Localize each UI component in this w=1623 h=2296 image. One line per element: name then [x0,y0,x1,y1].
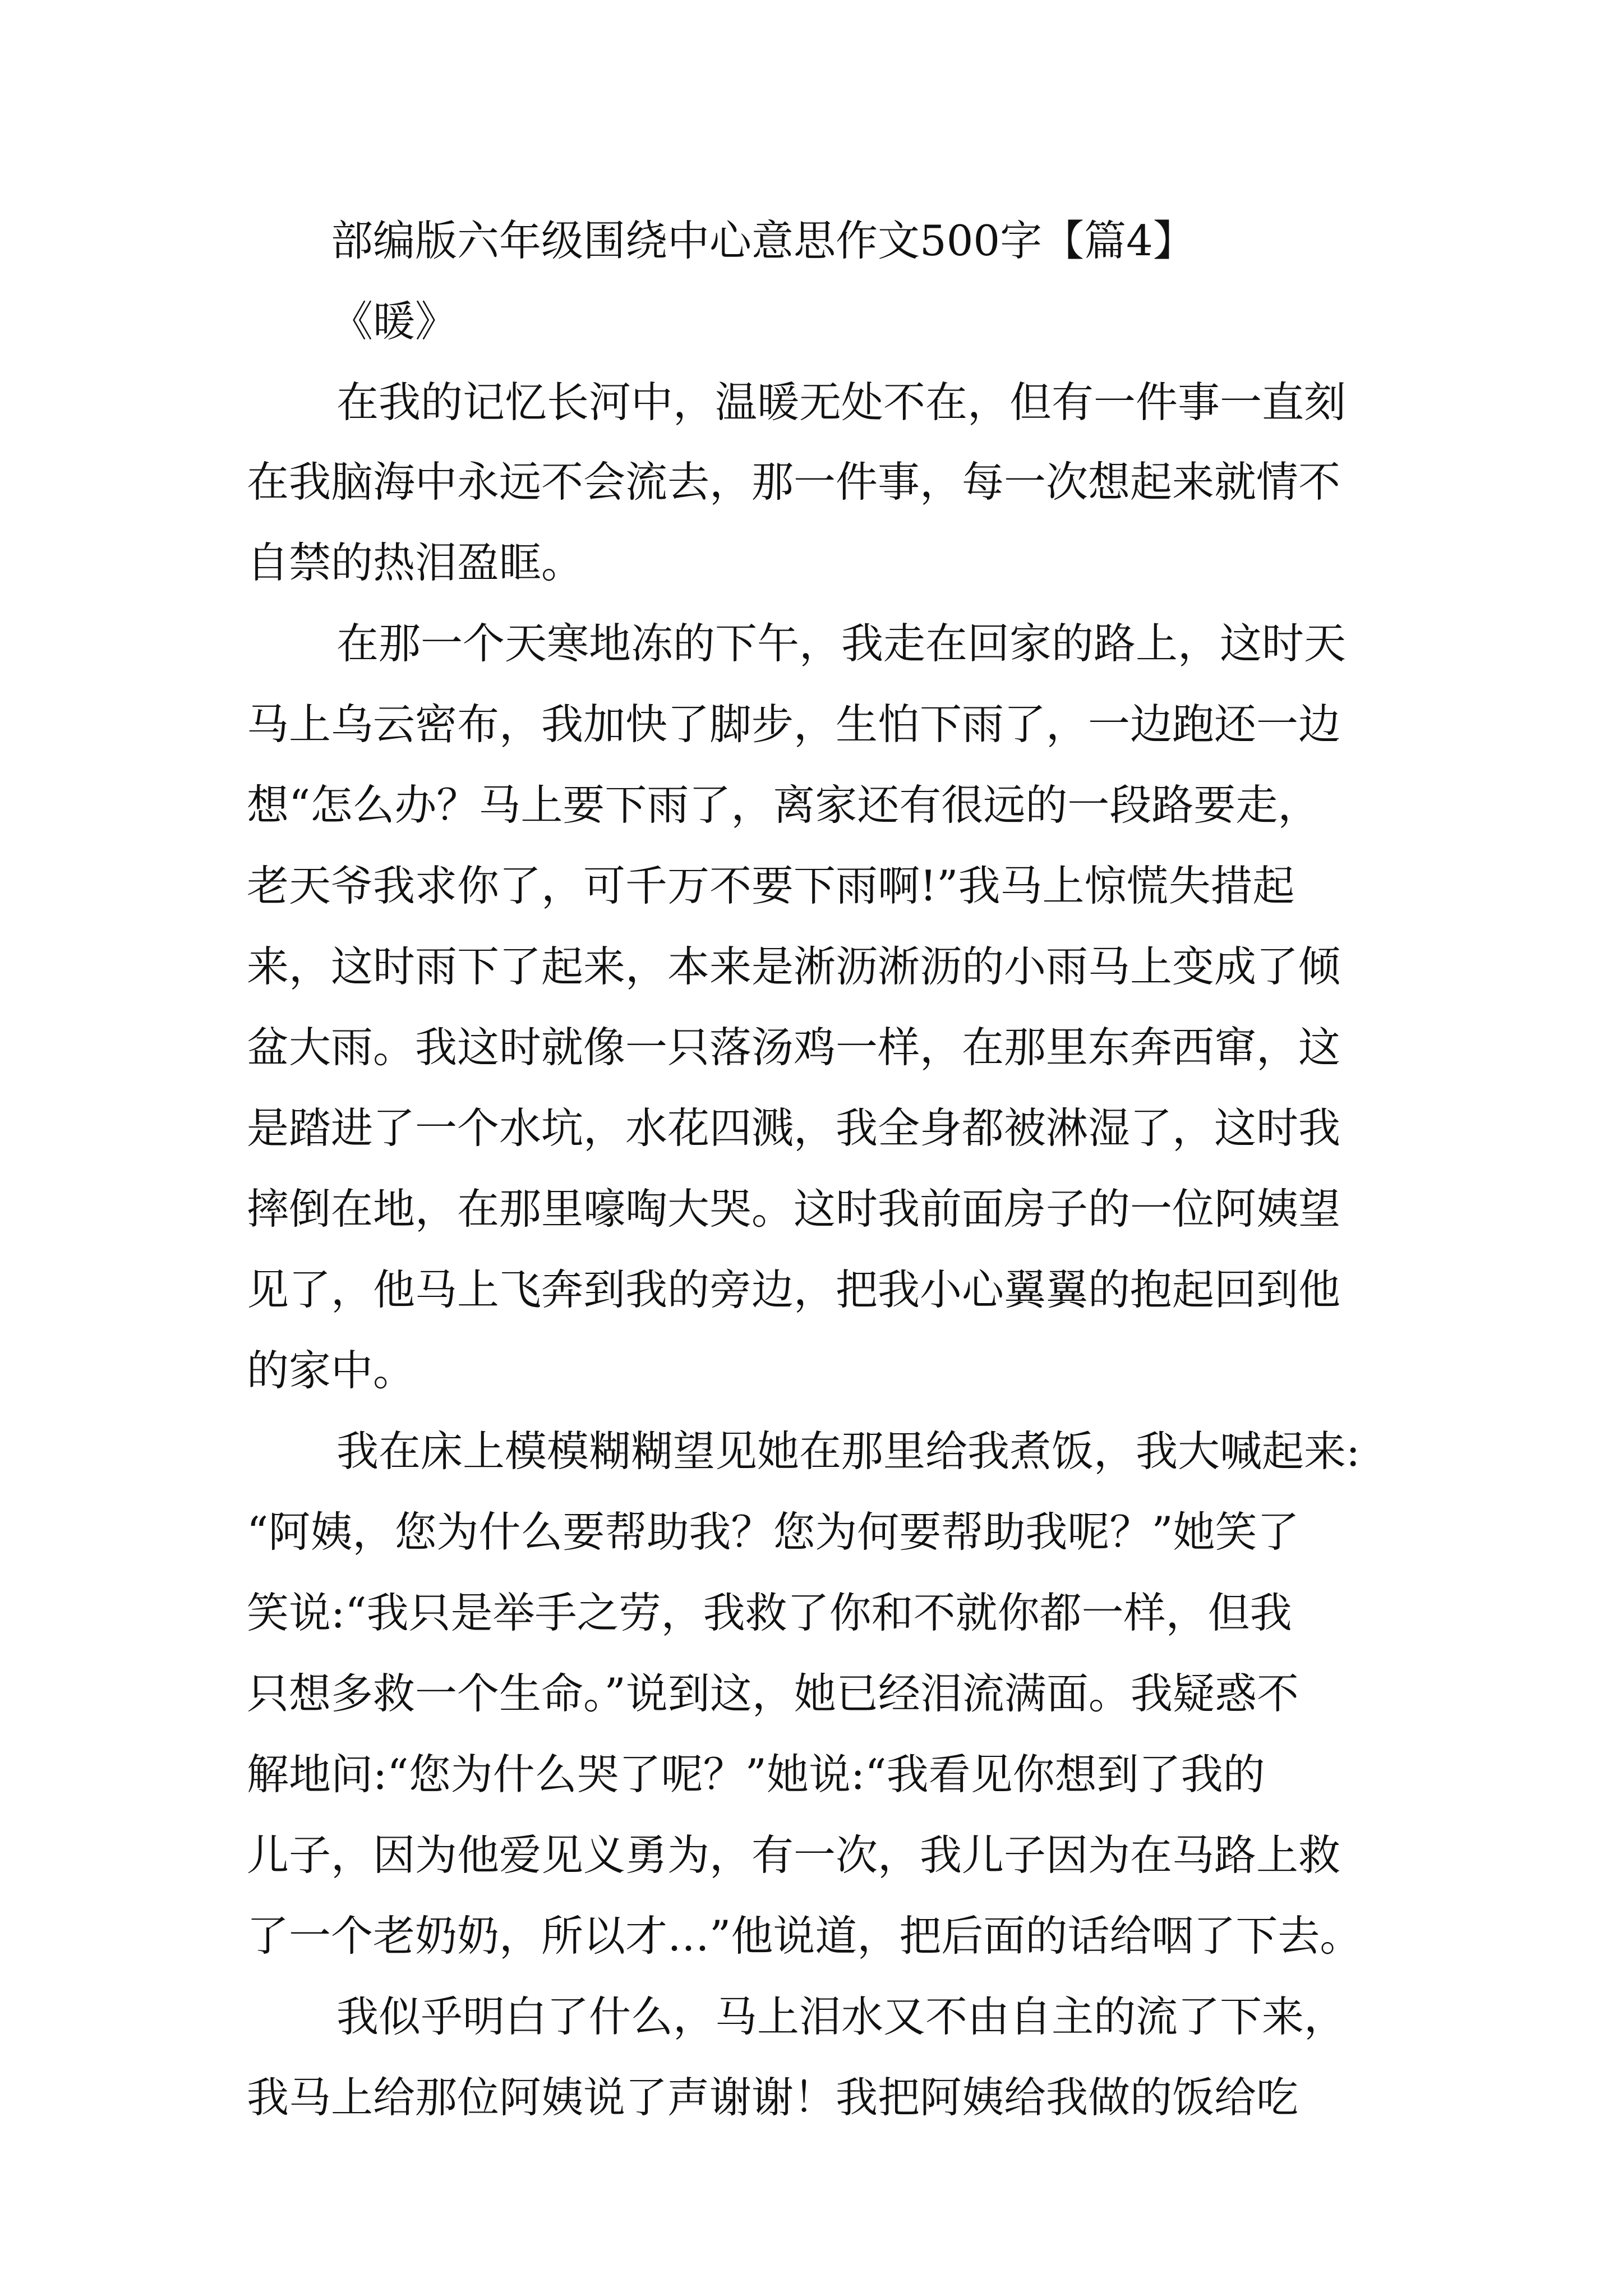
paragraph-line: 在我的记忆长河中，温暖无处不在，但有一件事一直刻 [336,378,1347,427]
paragraph-line: 来，这时雨下了起来，本来是淅沥淅沥的小雨马上变成了倾 [247,942,1341,991]
paragraph-line: 笑说:“我只是举手之劳，我救了你和不就你都一样，但我 [247,1588,1292,1637]
paragraph-line: 了一个老奶奶，所以才…”他说道，把后面的话给咽了下去。 [247,1911,1362,1961]
paragraph-line: 摔倒在地，在那里嚎啕大哭。这时我前面房子的一位阿姨望 [247,1184,1341,1234]
paragraph-line: 儿子，因为他爱见义勇为，有一次，我儿子因为在马路上救 [247,1830,1341,1880]
paragraph-line: 见了，他马上飞奔到我的旁边，把我小心翼翼的抱起回到他 [247,1265,1341,1314]
paragraph-line: 是踏进了一个水坑，水花四溅，我全身都被淋湿了，这时我 [247,1103,1341,1153]
paragraph-line: 我似乎明白了什么，马上泪水又不由自主的流了下来， [336,1992,1347,2041]
paragraph-line: 我在床上模模糊糊望见她在那里给我煮饭，我大喊起来: [336,1427,1361,1476]
paragraph-line: “阿姨，您为什么要帮助我？您为何要帮助我呢？”她笑了 [247,1507,1299,1557]
document-subtitle: 《暖》 [331,297,458,346]
paragraph-line: 自禁的热泪盈眶。 [247,538,584,587]
paragraph-line: 在我脑海中永远不会流去，那一件事，每一次想起来就情不 [247,457,1341,507]
document-title: 部编版六年级围绕中心意思作文500字【篇4】 [331,216,1195,265]
paragraph-line: 想“怎么办？马上要下雨了，离家还有很远的一段路要走， [247,780,1320,830]
paragraph-line: 的家中。 [247,1346,416,1395]
paragraph-line: 只想多救一个生命。”说到这，她已经泪流满面。我疑惑不 [247,1669,1299,1718]
paragraph-line: 马上乌云密布，我加快了脚步，生怕下雨了，一边跑还一边 [247,700,1341,749]
paragraph-line: 我马上给那位阿姨说了声谢谢！我把阿姨给我做的饭给吃 [247,2073,1299,2122]
paragraph-line: 老天爷我求你了，可千万不要下雨啊!”我马上惊慌失措起 [247,861,1295,910]
paragraph-line: 在那一个天寒地冻的下午，我走在回家的路上，这时天 [336,619,1347,668]
paragraph-line: 解地问:“您为什么哭了呢？”她说:“我看见你想到了我的 [247,1750,1265,1799]
paragraph-line: 盆大雨。我这时就像一只落汤鸡一样，在那里东奔西窜，这 [247,1023,1341,1072]
